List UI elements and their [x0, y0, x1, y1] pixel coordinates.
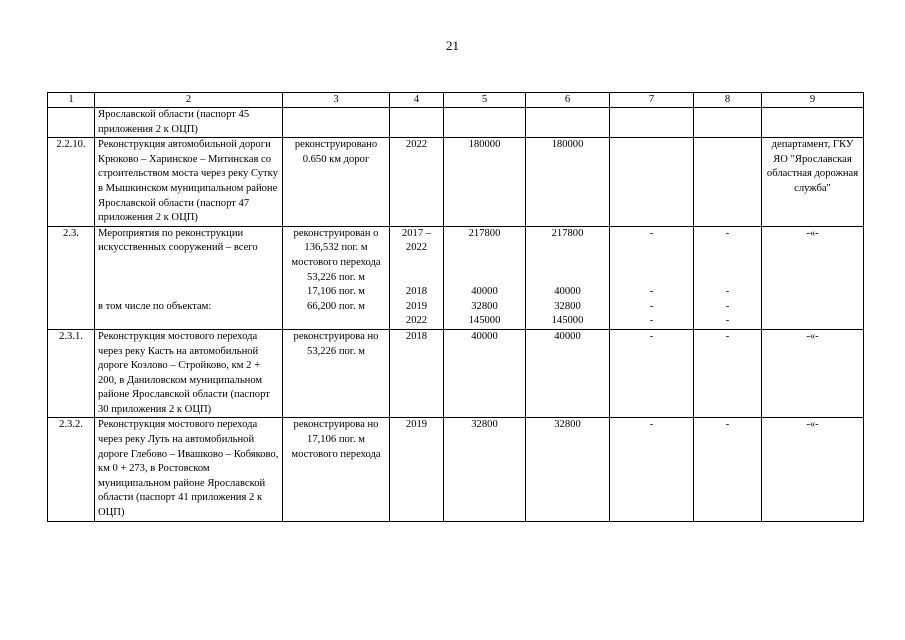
cell-regional: 180000 [526, 138, 610, 227]
cell-indicator: реконструировано 0.650 км дорог [283, 138, 390, 227]
cell-regional [526, 108, 610, 138]
total-line: 40000 [471, 286, 498, 298]
total-line: 145000 [468, 315, 501, 327]
federal-line: - [649, 300, 654, 312]
cell-total: 40000 [444, 329, 526, 418]
col-header-8: 8 [694, 93, 762, 108]
cell-number: 2.2.10. [48, 138, 95, 227]
cell-local: - [694, 329, 762, 418]
cell-executor: -«- [762, 226, 864, 329]
cell-number [48, 108, 95, 138]
cell-federal: - [610, 418, 694, 521]
cell-federal [610, 226, 694, 329]
cell-executor: -«- [762, 329, 864, 418]
cell-year [390, 226, 444, 329]
year-line: 2018 [405, 286, 428, 298]
cell-executor [762, 108, 864, 138]
indicator-line: 17,106 пог. м [307, 286, 365, 298]
col-header-3: 3 [283, 93, 390, 108]
cell-local [694, 226, 762, 329]
cell-activity: Реконструкция мостового перехода через реку Касть на автомобильной дороге Козлово – Стройково, км 2 + 200, в Даниловском муниципальном районе Ярославской области (паспорт 30 приложения 2 к ОЦП) [95, 329, 283, 418]
regional-line: 145000 [551, 315, 584, 327]
local-line: - [725, 315, 730, 327]
local-main: - [725, 227, 730, 239]
cell-year: 2018 [390, 329, 444, 418]
cell-local [694, 108, 762, 138]
table-row [48, 418, 864, 521]
activity-sub: в том числе по объектам: [98, 300, 212, 312]
total-main: 217800 [468, 227, 501, 239]
col-header-4: 4 [390, 93, 444, 108]
cell-indicator: реконструирова но 17,106 пог. м мостового перехода [283, 418, 390, 521]
cell-number: 2.3.2. [48, 418, 95, 521]
cell-year: 2022 [390, 138, 444, 227]
col-header-5: 5 [444, 93, 526, 108]
indicator-line: 66,200 пог. м [307, 300, 365, 312]
federal-main: - [649, 227, 654, 239]
col-header-1: 1 [48, 93, 95, 108]
cell-federal: - [610, 329, 694, 418]
cell-executor: департамент, ГКУ ЯО "Ярославская областная дорожная служба" [762, 138, 864, 227]
cell-federal [610, 108, 694, 138]
cell-regional: 32800 [526, 418, 610, 521]
page-number: 21 [446, 38, 459, 53]
cell-number: 2.3. [48, 226, 95, 329]
cell-year [390, 108, 444, 138]
table-row [48, 138, 864, 227]
table-row [48, 226, 864, 329]
cell-regional: 40000 [526, 329, 610, 418]
year-main: 2017 – 2022 [401, 227, 432, 254]
regional-line: 40000 [554, 286, 581, 298]
indicator-line: 53,226 пог. м [307, 271, 365, 283]
cell-indicator: реконструирова но 53,226 пог. м [283, 329, 390, 418]
table-row [48, 108, 864, 138]
cell-local: - [694, 418, 762, 521]
local-line: - [725, 286, 730, 298]
cell-activity: Реконструкция автомобильной дороги Крюково – Харинское – Митинская со строительством моста через реку Сутку в Мышкинском муниципальном районе Ярославской области (паспорт 47 приложения 2 к ОЦП) [95, 138, 283, 227]
cell-year: 2019 [390, 418, 444, 521]
cell-total [444, 108, 526, 138]
cell-indicator [283, 108, 390, 138]
year-line: 2019 [405, 300, 428, 312]
regional-line: 32800 [554, 300, 581, 312]
cell-indicator [283, 226, 390, 329]
activity-main: Мероприятия по реконструкции искусственных сооружений – всего [98, 227, 258, 254]
cell-number: 2.3.1. [48, 329, 95, 418]
cell-total: 32800 [444, 418, 526, 521]
federal-line: - [649, 315, 654, 327]
header-row [48, 93, 864, 108]
regional-main: 217800 [551, 227, 584, 239]
cell-regional [526, 226, 610, 329]
cell-activity: Реконструкция мостового перехода через реку Луть на автомобильной дороге Глебово – Ивашково – Кобяково, км 0 + 273, в Ростовском муниципальном районе Ярославской области (паспорт 41 приложения 2 к ОЦП) [95, 418, 283, 521]
cell-executor: -«- [762, 418, 864, 521]
col-header-9: 9 [762, 93, 864, 108]
col-header-6: 6 [526, 93, 610, 108]
cell-total [444, 226, 526, 329]
table-row [48, 329, 864, 418]
col-header-7: 7 [610, 93, 694, 108]
program-table [47, 92, 864, 522]
total-line: 32800 [471, 300, 498, 312]
cell-total: 180000 [444, 138, 526, 227]
cell-activity: Ярославской области (паспорт 45 приложения 2 к ОЦП) [95, 108, 283, 138]
local-line: - [725, 300, 730, 312]
indicator-main: реконструирован о 136,532 пог. м мостового перехода [291, 227, 381, 268]
year-line: 2022 [405, 315, 428, 327]
cell-activity [95, 226, 283, 329]
federal-line: - [649, 286, 654, 298]
col-header-2: 2 [95, 93, 283, 108]
cell-local [694, 138, 762, 227]
cell-federal [610, 138, 694, 227]
